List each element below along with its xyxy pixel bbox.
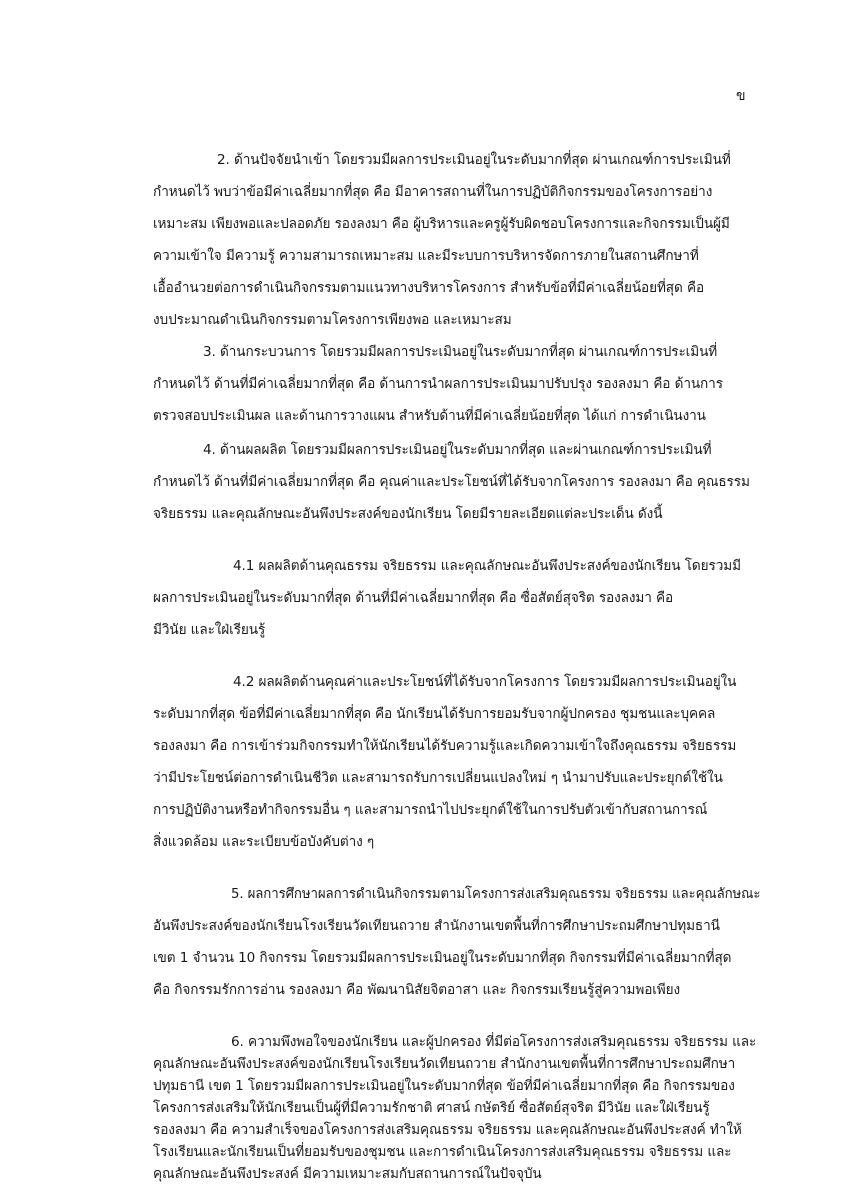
text-line: โรงเรียนและนักเรียนเป็นที่ยอมรับของชุมชน และการดำเนินโครงการส่งเสริมคุณธรรม จริยธรรม และ <box>153 1144 732 1160</box>
text-line: ผลการประเมินอยู่ในระดับมากที่สุด ด้านที่มีค่าเฉลี่ยมากที่สุด คือ ซื่อสัตย์สุจริต รองลงมา คือ <box>153 590 674 606</box>
text-line: ความเข้าใจ มีความรู้ ความสามารถเหมาะสม และมีระบบการบริหารจัดการภายในสถานศึกษาที่ <box>153 248 699 264</box>
text-line: 4. ด้านผลผลิต โดยรวมมีผลการประเมินอยู่ในระดับมากที่สุด และผ่านเกณฑ์การประเมินที่ <box>203 442 712 458</box>
text-line: คุณลักษณะอันพึงประสงค์ มีความเหมาะสมกับสถานการณ์ในปัจจุบัน <box>153 1166 542 1182</box>
text-line: อันพึงประสงค์ของนักเรียนโรงเรียนวัดเทียนถวาย สำนักงานเขตพื้นที่การศึกษาประถมศึกษาปทุมธานี <box>153 918 720 934</box>
text-line: ระดับมากที่สุด ข้อที่มีค่าเฉลี่ยมากที่สุด คือ นักเรียนได้รับการยอมรับจากผู้ปกครอง ชุมชนและบุคคล <box>153 706 716 722</box>
text-line: ว่ามีประโยชน์ต่อการดำเนินชีวิต และสามารถรับการเปลี่ยนแปลงใหม่ ๆ นำมาปรับและประยุกต์ใช้ใน <box>153 770 723 786</box>
text-line: มีวินัย และใฝ่เรียนรู้ <box>153 622 266 638</box>
text-line: 2. ด้านปัจจัยนำเข้า โดยรวมมีผลการประเมินอยู่ในระดับมากที่สุด ผ่านเกณฑ์การประเมินที่ <box>217 152 731 168</box>
text-line: สิ่งแวดล้อม และระเบียบข้อบังคับต่าง ๆ <box>153 834 375 850</box>
page-number: ข <box>736 88 746 104</box>
text-line: ปทุมธานี เขต 1 โดยรวมมีผลการประเมินอยู่ในระดับมากที่สุด ข้อที่มีค่าเฉลี่ยมากที่สุด คือ กิจกรรมของ <box>153 1078 735 1094</box>
text-line: เอื้ออำนวยต่อการดำเนินกิจกรรมตามแนวทางบริหารโครงการ สำหรับข้อที่มีค่าเฉลี่ยน้อยที่สุด คือ <box>153 280 705 296</box>
text-line: คุณลักษณะอันพึงประสงค์ของนักเรียนโรงเรียนวัดเทียนถวาย สำนักงานเขตพื้นที่การศึกษาประถมศึกษา <box>153 1056 736 1072</box>
text-line: การปฏิบัติงานหรือทำกิจกรรมอื่น ๆ และสามารถนำไปประยุกต์ใช้ในการปรับตัวเข้ากับสถานการณ์ <box>153 802 708 818</box>
text-line: เหมาะสม เพียงพอและปลอดภัย รองลงมา คือ ผู้บริหารและครูผู้รับผิดชอบโครงการและกิจกรรมเป็นผู้มี <box>153 216 730 232</box>
text-line: งบประมาณดำเนินกิจกรรมตามโครงการเพียงพอ และเหมาะสม <box>153 312 512 328</box>
text-line: กำหนดไว้ ด้านที่มีค่าเฉลี่ยมากที่สุด คือ ด้านการนำผลการประเมินมาปรับปรุง รองลงมา คือ ด้านการ <box>153 376 723 392</box>
text-line: เขต 1 จำนวน 10 กิจกรรม โดยรวมมีผลการประเมินอยู่ในระดับมากที่สุด กิจกรรมที่มีค่าเฉลี่ยมากที่สุด <box>153 950 732 966</box>
text-line: 4.2 ผลผลิตด้านคุณค่าและประโยชน์ที่ได้รับจากโครงการ โดยรวมมีผลการประเมินอยู่ใน <box>233 674 737 690</box>
text-line: 5. ผลการศึกษาผลการดำเนินกิจกรรมตามโครงการส่งเสริมคุณธรรม จริยธรรม และคุณลักษณะ <box>231 886 761 902</box>
text-line: 6. ความพึงพอใจของนักเรียน และผู้ปกครอง ที่มีต่อโครงการส่งเสริมคุณธรรม จริยธรรม และ <box>231 1034 757 1050</box>
text-line: โครงการส่งเสริมให้นักเรียนเป็นผู้ที่มีความรักชาติ ศาสน์ กษัตริย์ ซื่อสัตย์สุจริต มีวินัย และใฝ่เรียนรู้ <box>153 1100 710 1116</box>
text-line: 4.1 ผลผลิตด้านคุณธรรม จริยธรรม และคุณลักษณะอันพึงประสงค์ของนักเรียน โดยรวมมี <box>233 558 741 574</box>
text-line: 3. ด้านกระบวนการ โดยรวมมีผลการประเมินอยู่ในระดับมากที่สุด ผ่านเกณฑ์การประเมินที่ <box>203 344 718 360</box>
text-line: กำหนดไว้ ด้านที่มีค่าเฉลี่ยมากที่สุด คือ คุณค่าและประโยชน์ที่ได้รับจากโครงการ รองลงมา คือ คุณธรรม <box>153 474 750 490</box>
text-line: รองลงมา คือ ความสำเร็จของโครงการส่งเสริมคุณธรรม จริยธรรม และคุณลักษณะอันพึงประสงค์ ทำให้ <box>153 1122 742 1138</box>
text-line: กำหนดไว้ พบว่าข้อมีค่าเฉลี่ยมากที่สุด คือ มีอาคารสถานที่ในการปฏิบัติกิจกรรมของโครงการอย่าง <box>153 184 713 200</box>
text-line: รองลงมา คือ การเข้าร่วมกิจกรรมทำให้นักเรียนได้รับความรู้และเกิดความเข้าใจถึงคุณธรรม จริยธรรม <box>153 738 737 754</box>
text-line: ตรวจสอบประเมินผล และด้านการวางแผน สำหรับด้านที่มีค่าเฉลี่ยน้อยที่สุด ได้แก่ การดำเนินงาน <box>153 408 706 424</box>
text-line: จริยธรรม และคุณลักษณะอันพึงประสงค์ของนักเรียน โดยมีรายละเอียดแต่ละประเด็น ดังนี้ <box>153 506 663 522</box>
text-line: คือ กิจกรรมรักการอ่าน รองลงมา คือ พัฒนานิสัยจิตอาสา และ กิจกรรมเรียนรู้สู่ความพอเพียง <box>153 982 681 998</box>
